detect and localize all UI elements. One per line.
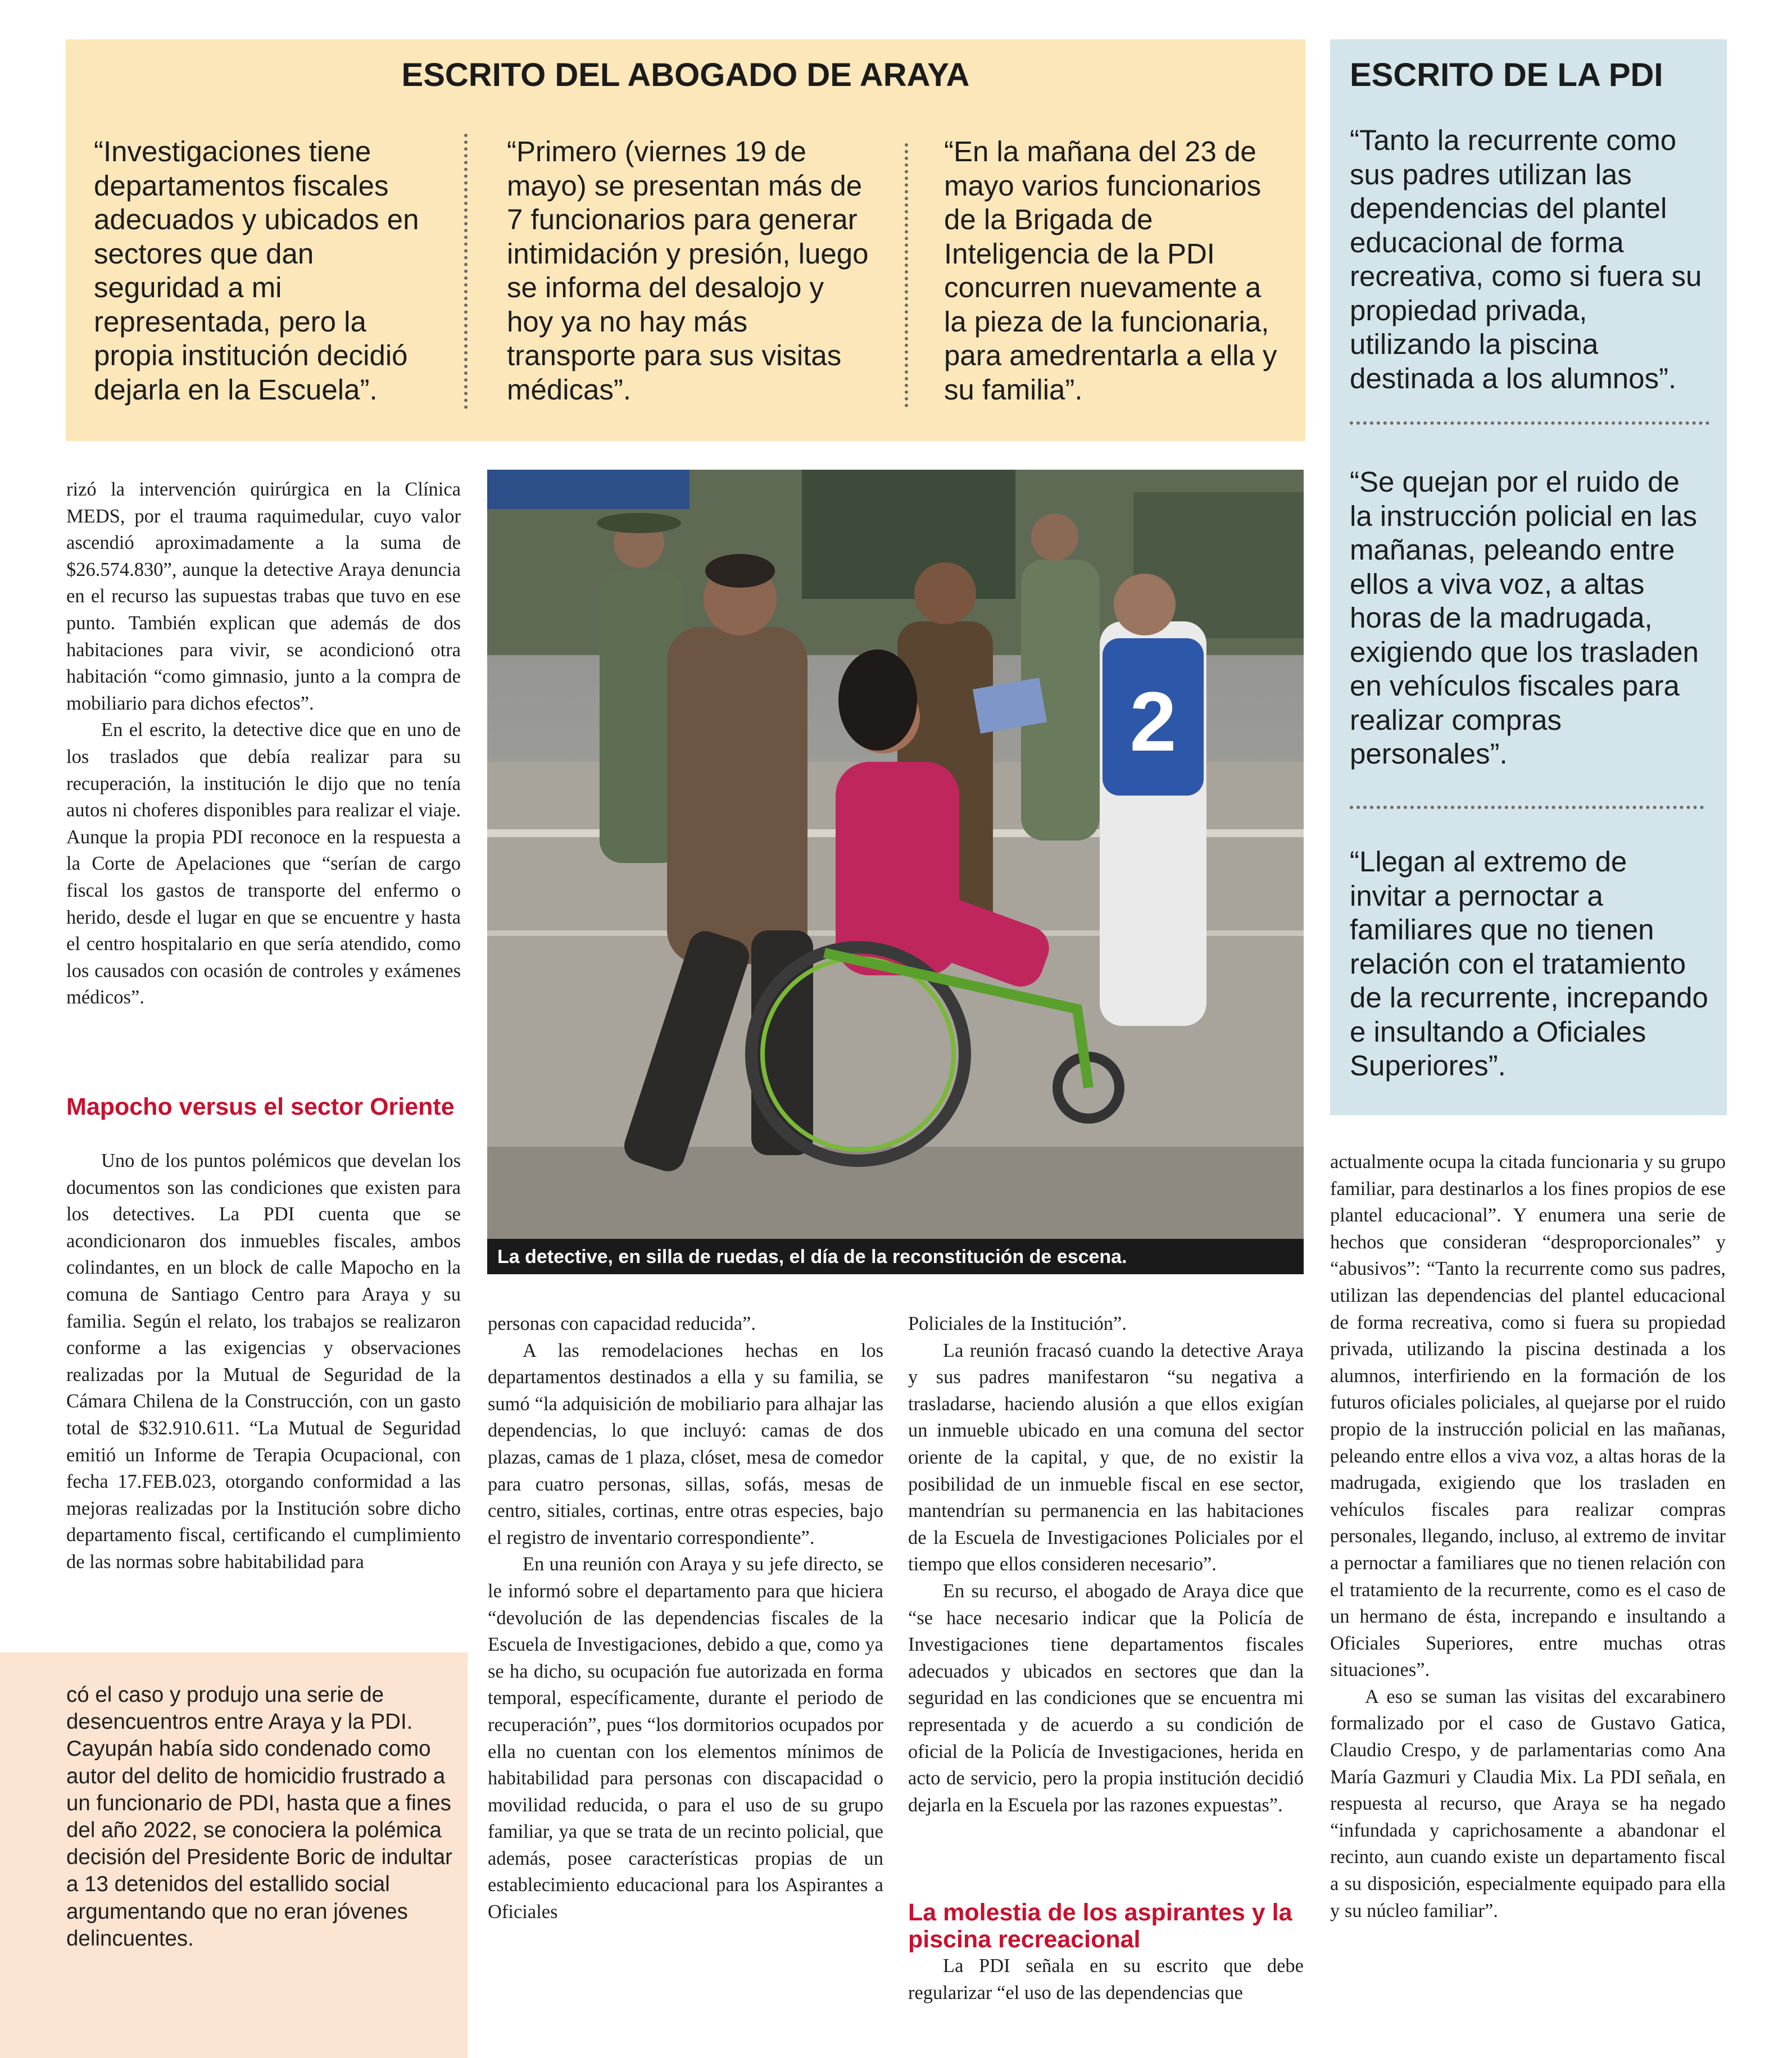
paragraph: En una reunión con Araya y su jefe directo, se le informó sobre el departamento para que hiciera “devolución de las dependencias fiscales de la Escuela de Investigaciones, debido a que, como ya se ha dicho, su ocupación fue autorizada en forma temporal, específicamente, durante el periodo de recuperación”, pues “los dormitorios ocupados por ella no cuentan con los elementos mínimos de habitabilidad para personas con discapacidad o movilidad reducida, o para el uso de su grupo familiar, ya que se trata de un recinto policial, que además, posee características propias de un establecimiento educacional para los Aspirantes a Oficiales bbox=[488, 1553, 883, 1923]
paragraph: A las remodelaciones hechas en los departamentos destinados a ella y su familia, se sumó “la adquisición de mobiliario para alhajar las dependencias, lo que incluyó: camas de dos plazas, camas de 1 plaza, clóset, mesa de comedor para cuatro personas, sillas, sofás, mesas de centro, sitiales, cortinas, entre otras especies, bajo el registro de inventario correspondiente”. bbox=[488, 1339, 883, 1548]
column-3-continued bbox=[908, 1953, 1304, 2006]
column-1-continued bbox=[66, 1148, 461, 1576]
quote-separator bbox=[1350, 806, 1704, 809]
vest-number: 2 bbox=[1129, 674, 1177, 769]
paragraph: personas con capacidad reducida”. bbox=[488, 1313, 756, 1334]
araya-quote-2: “Primero (viernes 19 de mayo) se presentan más de 7 funcionarios para generar intimidación y presión, luego se informa del desalojo y hoy ya no hay más transporte para sus visitas médicas”. bbox=[507, 135, 869, 406]
quote-divider bbox=[905, 143, 908, 407]
pdi-quote-2: “Se quejan por el ruido de la instrucción policial en las mañanas, peleando entre ellos a viva voz, a altas horas de la madrugada, exigiendo que los trasladen en vehículos fiscales para realizar compras personales”. bbox=[1350, 466, 1699, 770]
column-3 bbox=[908, 1311, 1304, 1819]
pdi-quote-3: “Llegan al extremo de invitar a pernoctar a familiares que no tienen relación con el tratamiento de la recurrente, increpando e insultando a Oficiales Superiores”. bbox=[1350, 846, 1708, 1082]
paragraph: La PDI señala en su escrito que debe regularizar “el uso de las dependencias que bbox=[908, 1955, 1304, 2004]
paragraph: actualmente ocupa la citada funcionaria y su grupo familiar, para destinarlos a los fines propios de ese plantel educacional”. Y enumera una serie de hechos que consideran “desproporcionales” y “abusivos”: “Tanto la recurrente como sus padres, utilizan las dependencias del plantel educacional de forma recreativa, como si fuera su propiedad privada, utilizando la piscina destinada a los alumnos, interfiriendo en la formación de los futuros oficiales policiales, al quejarse por el ruido propio de la instrucción policial en las mañanas, peleando entre ellos a viva voz, a altas horas de la madrugada, exigiendo que los trasladen en vehículos fiscales para realizar compras personales, llegando, incluso, al extremo de invitar a pernoctar a familiares que no tienen relación con el tratamiento de la recurrente, como es el caso de un hermano de ésta, increpando e insultando a Oficiales Superiores, entre muchas otras situaciones”. bbox=[1330, 1151, 1726, 1681]
photo-caption: La detective, en silla de ruedas, el día de la reconstitución de escena. bbox=[487, 1239, 1304, 1274]
pdi-quote-1: “Tanto la recurrente como sus padres utilizan las dependencias del plantel educacional de forma recreativa, como si fuera su propiedad privada, utilizando la piscina destinada a los alumnos”. bbox=[1350, 124, 1702, 394]
related-story-text: có el caso y produjo una serie de desencuentros entre Araya y la PDI. Cayupán había sido condenado como autor del delito de homicidio frustrado a un funcionario de PDI, hasta que a fines del año 2022, se conociera la polémica decisión del Presidente Boric de indultar a 13 detenidos del estallido social argumentando que no eran jóvenes delincuentes. bbox=[66, 1683, 452, 1951]
column-4 bbox=[1330, 1149, 1726, 1924]
article-photo bbox=[487, 470, 1304, 1274]
photo-illustration bbox=[487, 470, 1304, 1274]
araya-quote-1: “Investigaciones tiene departamentos fiscales adecuados y ubicados en sectores que dan seguridad a mi representada, pero la propia institución decidió dejarla en la Escuela”. bbox=[94, 135, 419, 406]
subhead-aspirantes: La molestia de los aspirantes y la piscina recreacional bbox=[908, 1899, 1292, 1953]
paragraph: Uno de los puntos polémicos que develan los documentos son las condiciones que existen para los detectives. La PDI cuenta que se acondicionaron dos inmuebles fiscales, ambos colindantes, en un block de calle Mapocho en la comuna de Santiago Centro para Araya y su familia. Según el relato, los trabajos se realizaron conforme a las exigencias y observaciones realizadas por la Mutual de Seguridad de la Cámara Chilena de la Construcción, con un gasto total de $32.910.611. “La Mutual de Seguridad emitió un Informe de Terapia Ocupacional, con fecha 17.FEB.023, otorgando conformidad a las mejoras realizadas por la Institución sobre dicho departamento fiscal, certificando el cumplimiento de las normas sobre habitabilidad para bbox=[66, 1150, 461, 1573]
pdi-box-title: ESCRITO DE LA PDI bbox=[1350, 57, 1663, 93]
column-1 bbox=[66, 476, 461, 1011]
quote-separator bbox=[1350, 421, 1709, 425]
subhead-mapocho: Mapocho versus el sector Oriente bbox=[66, 1093, 455, 1120]
paragraph: Policiales de la Institución”. bbox=[908, 1313, 1127, 1334]
paragraph: La reunión fracasó cuando la detective Araya y sus padres manifestaron “su negativa a trasladarse, haciendo alusión a que ellos exigían un inmueble ubicado en una comuna del sector oriente de la capital, y que, de no existir la posibilidad de un inmueble fiscal en ese sector, mantendrían su permanencia en las habitaciones de la Escuela de Investigaciones Policiales por el tiempo que ellos consideren necesario”. bbox=[908, 1339, 1304, 1575]
araya-quote-3: “En la mañana del 23 de mayo varios funcionarios de la Brigada de Inteligencia de la PDI concurren nuevamente a la pieza de la funcionaria, para amedrentarla a ella y su familia”. bbox=[944, 135, 1277, 406]
paragraph: rizó la intervención quirúrgica en la Clínica MEDS, por el trauma raquimedular, cuyo valor ascendió aproximadamente a la suma de $26.574.830”, aunque la detective Araya denuncia en el recurso las supuestas trabas que tuvo en ese punto. También explican que además de dos habitaciones para vivir, se acondicionó otra habitación “como gimnasio, junto a la compra de mobiliario para dichos efectos”. bbox=[66, 479, 461, 714]
column-2 bbox=[488, 1311, 883, 1926]
paragraph: En el escrito, la detective dice que en uno de los traslados que debía realizar para su recuperación, la institución le dijo que no tenía autos ni choferes disponibles para realizar el viaje. Aunque la propia PDI reconoce en la respuesta a la Corte de Apelaciones que “serían de cargo fiscal los gastos de transporte del enfermo o herido, desde el lugar en que se encuentre y hasta el centro hospitalario en que sería atendido, como los causados con ocasión de controles y exámenes médicos”. bbox=[66, 719, 461, 1008]
araya-box-title: ESCRITO DEL ABOGADO DE ARAYA bbox=[401, 57, 970, 93]
paragraph: A eso se suman las visitas del excarabinero formalizado por el caso de Gustavo Gatica, Claudio Crespo, y de parlamentarias como Ana María Gazmuri y Claudia Mix. La PDI señala, en respuesta al recurso, que Araya se ha negado “infundada y caprichosamente a abandonar el recinto, aun cuando existe un departamento fiscal a su disposición, especialmente equipado para ella y su núcleo familiar”. bbox=[1330, 1686, 1726, 1921]
quote-divider bbox=[464, 134, 468, 409]
paragraph: En su recurso, el abogado de Araya dice que “se hace necesario indicar que la Policía de Investigaciones tiene departamentos fiscales adecuados y ubicados en sectores que dan la seguridad en las condiciones que se encuentra mi representada y de acuerdo a su condición de oficial de la Policía de Investigaciones, herida en acto de servicio, pero la propia institución decidió dejarla en la Escuela por las razones expuestas”. bbox=[908, 1580, 1304, 1816]
